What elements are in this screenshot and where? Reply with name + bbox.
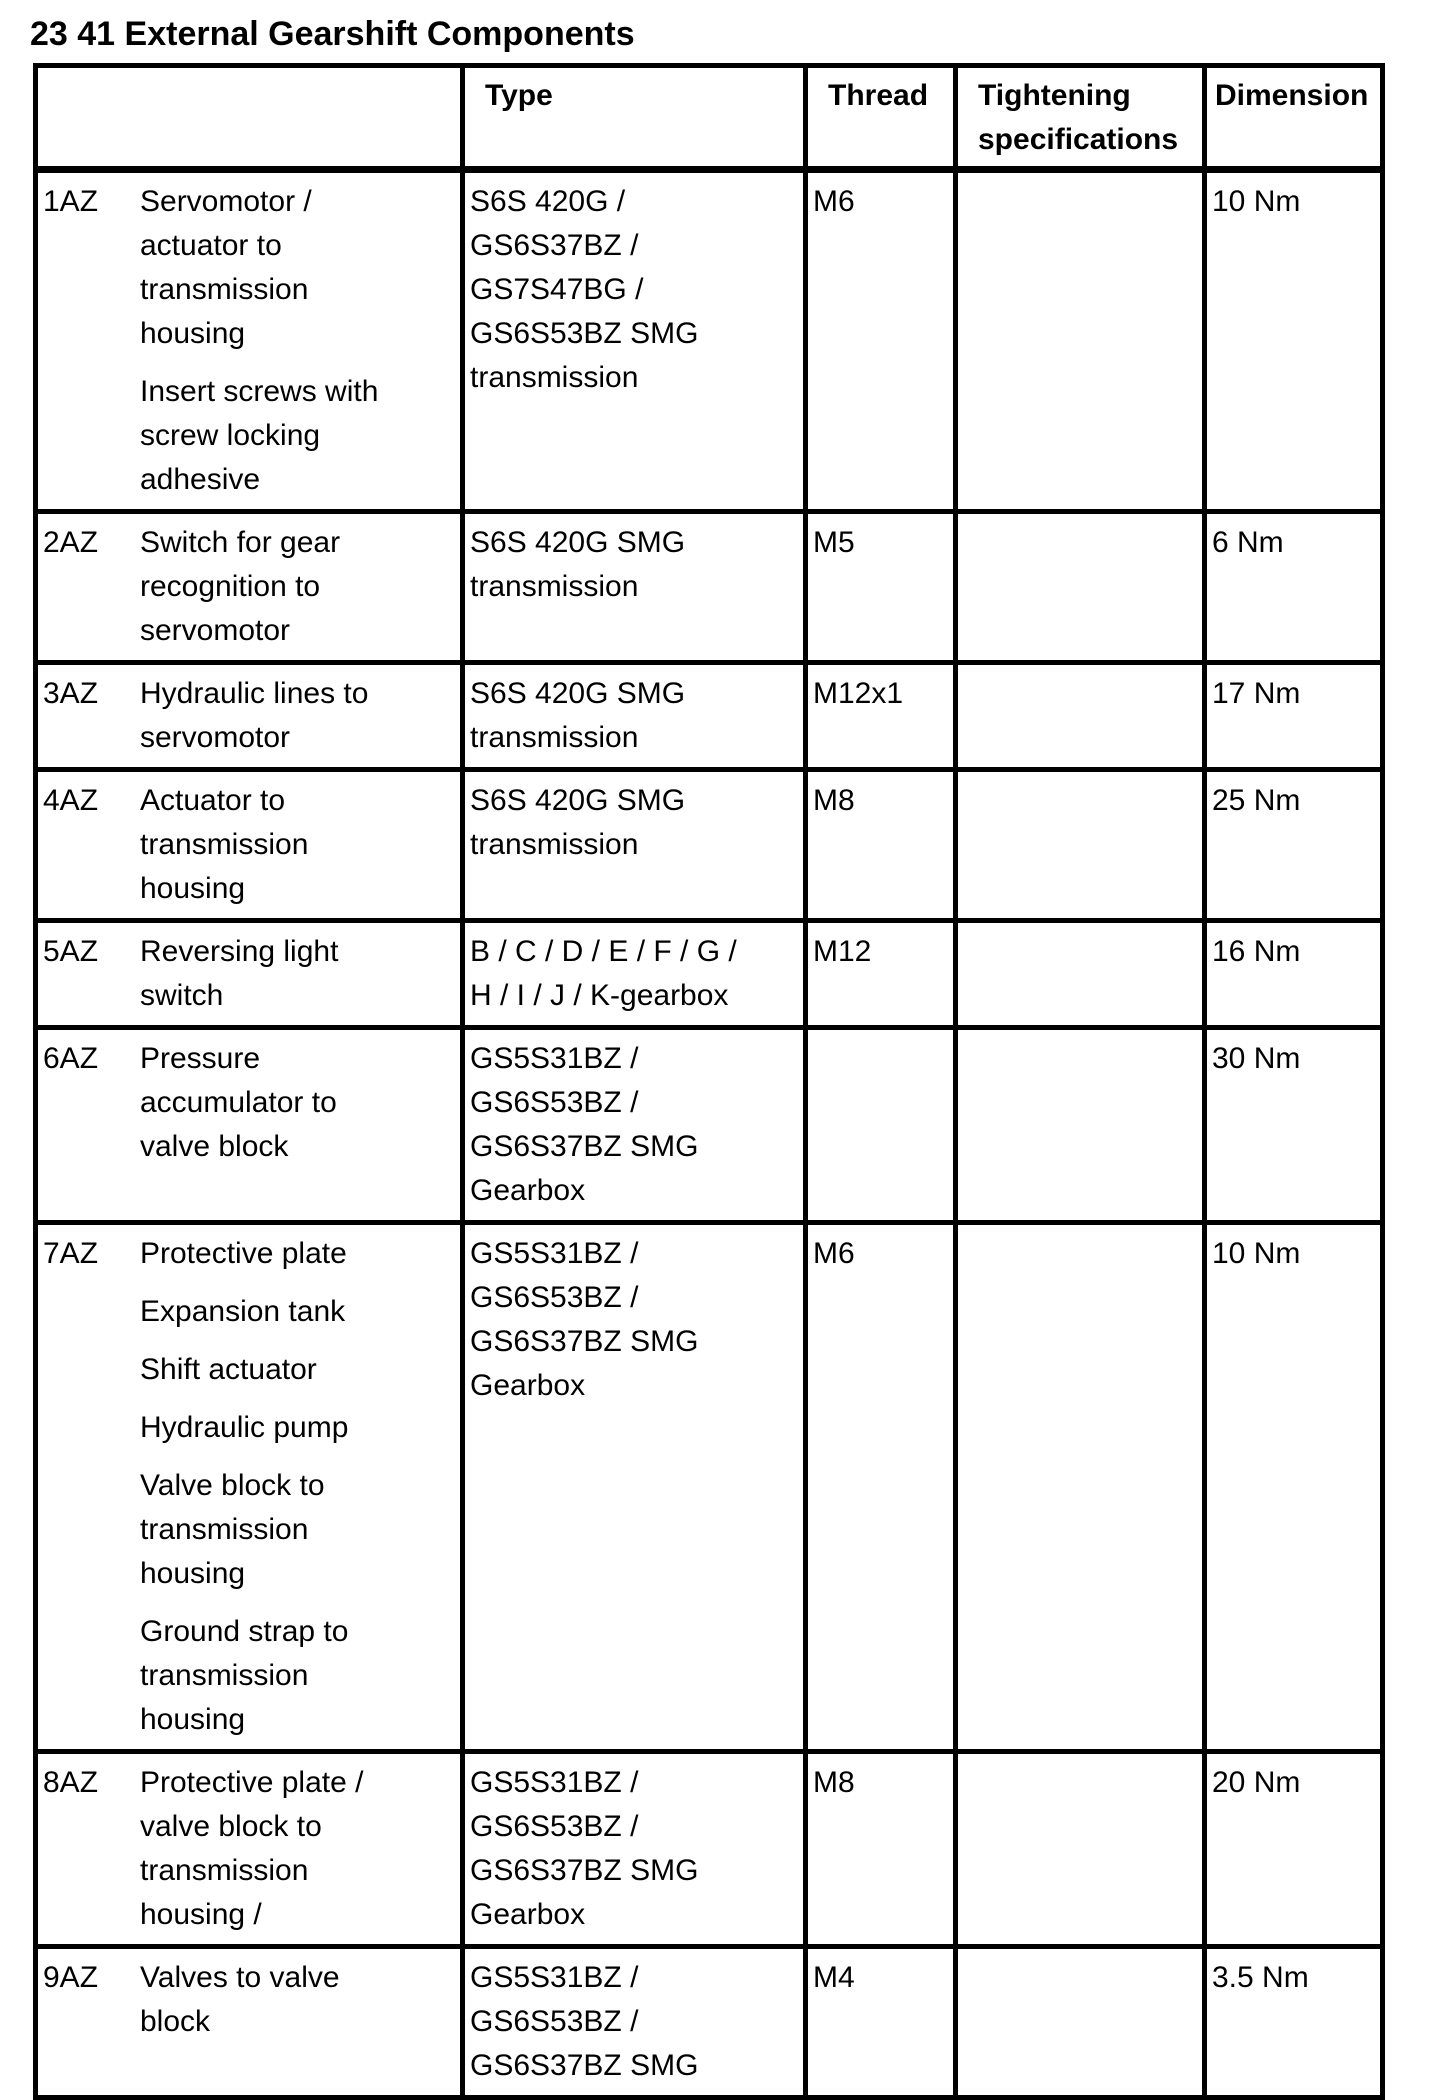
item-description: [140, 180, 456, 502]
text-line: H / I / J / K-gearbox: [470, 979, 729, 1012]
text-line: GS6S53BZ /: [470, 1281, 639, 1314]
type-cell: [463, 1947, 806, 2098]
text-line: transmission: [140, 1513, 309, 1546]
text-line: adhesive: [140, 463, 261, 496]
text-line: Valve block to: [140, 1469, 325, 1502]
text-line: GS6S37BZ SMG: [470, 1325, 699, 1358]
text-line: housing /: [140, 1898, 262, 1931]
header-item: [36, 66, 463, 170]
description-paragraph: [140, 370, 456, 502]
text-line: GS5S31BZ /: [470, 1766, 639, 1799]
thread-cell: M6: [806, 170, 956, 512]
item-id: 4AZ: [43, 784, 99, 817]
item-cell: [36, 663, 463, 770]
thread-cell: M4: [806, 1947, 956, 2098]
description-paragraph: [140, 930, 456, 1018]
item-layout: [43, 1956, 456, 2044]
text-line: Shift actuator: [140, 1353, 317, 1386]
text-line: valve block: [140, 1130, 289, 1163]
item-description: [140, 1956, 456, 2044]
text-line: GS6S37BZ SMG: [470, 1854, 699, 1887]
text-line: block: [140, 2005, 211, 2038]
tightening-cell: [956, 170, 1205, 512]
document-page: [0, 14, 1456, 2082]
item-cell: [36, 512, 463, 663]
table-row: [36, 921, 1383, 1028]
item-id: 3AZ: [43, 677, 99, 710]
item-id: 8AZ: [43, 1766, 99, 1799]
header-thread: Thread: [806, 66, 956, 170]
text-line: transmission: [140, 273, 309, 306]
text-line: Expansion tank: [140, 1295, 346, 1328]
header-type: Type: [463, 66, 806, 170]
item-id: 2AZ: [43, 526, 99, 559]
header-row: [36, 66, 1383, 170]
description-paragraph: [140, 1290, 456, 1334]
item-description: [140, 672, 456, 760]
header-dimension: Dimension: [1205, 66, 1383, 170]
text-line: GS5S31BZ /: [470, 1961, 639, 1994]
description-paragraph: [140, 1610, 456, 1742]
text-line: recognition to: [140, 570, 321, 603]
description-paragraph: [140, 1956, 456, 2044]
type-cell: [463, 170, 806, 512]
dimension-cell: 10 Nm: [1205, 1223, 1383, 1752]
item-cell: [36, 770, 463, 921]
tightening-cell: [956, 1947, 1205, 2098]
tightening-cell: [956, 921, 1205, 1028]
item-layout: [43, 180, 456, 502]
text-line: valve block to: [140, 1810, 322, 1843]
text-line: Reversing light: [140, 935, 339, 968]
item-layout: [43, 930, 456, 1018]
text-line: Gearbox: [470, 1174, 586, 1207]
text-line: S6S 420G SMG: [470, 677, 686, 710]
text-line: accumulator to: [140, 1086, 337, 1119]
text-line: Insert screws with: [140, 375, 379, 408]
components-table: [33, 63, 1385, 2100]
dimension-cell: 17 Nm: [1205, 663, 1383, 770]
text-line: GS6S37BZ SMG: [470, 2049, 699, 2082]
table-row: [36, 1223, 1383, 1752]
text-line: Gearbox: [470, 1898, 586, 1931]
thread-cell: M5: [806, 512, 956, 663]
item-layout: [43, 1232, 456, 1742]
text-line: transmission: [140, 828, 309, 861]
text-line: housing: [140, 872, 246, 905]
tightening-cell: [956, 663, 1205, 770]
dimension-cell: 25 Nm: [1205, 770, 1383, 921]
item-cell: [36, 921, 463, 1028]
table-body: [36, 170, 1383, 2098]
text-line: servomotor: [140, 614, 291, 647]
text-line: Hydraulic lines to: [140, 677, 369, 710]
thread-cell: M12: [806, 921, 956, 1028]
item-layout: [43, 521, 456, 653]
tightening-cell: [956, 1752, 1205, 1947]
description-paragraph: [140, 1348, 456, 1392]
text-line: Gearbox: [470, 1369, 586, 1402]
text-line: transmission: [140, 1854, 309, 1887]
text-line: Switch for gear: [140, 526, 341, 559]
text-line: GS7S47BG /: [470, 273, 644, 306]
item-id: 7AZ: [43, 1237, 99, 1270]
text-line: GS6S37BZ /: [470, 229, 639, 262]
text-line: housing: [140, 1703, 246, 1736]
item-id: 6AZ: [43, 1042, 99, 1075]
text-line: housing: [140, 317, 246, 350]
text-line: Pressure: [140, 1042, 261, 1075]
text-line: GS6S53BZ /: [470, 2005, 639, 2038]
text-line: S6S 420G SMG: [470, 526, 686, 559]
table-row: [36, 1947, 1383, 2098]
description-paragraph: [140, 672, 456, 760]
text-line: GS6S53BZ /: [470, 1086, 639, 1119]
description-paragraph: [140, 779, 456, 911]
text-line: switch: [140, 979, 224, 1012]
text-line: B / C / D / E / F / G /: [470, 935, 737, 968]
table-row: [36, 512, 1383, 663]
text-line: housing: [140, 1557, 246, 1590]
tightening-cell: [956, 512, 1205, 663]
description-paragraph: [140, 1232, 456, 1276]
text-line: Actuator to: [140, 784, 286, 817]
dimension-cell: 16 Nm: [1205, 921, 1383, 1028]
dimension-cell: 30 Nm: [1205, 1028, 1383, 1223]
item-layout: [43, 1761, 456, 1937]
text-line: Protective plate /: [140, 1766, 364, 1799]
item-layout: [43, 672, 456, 760]
item-cell: [36, 170, 463, 512]
text-line: Ground strap to: [140, 1615, 349, 1648]
text-line: GS5S31BZ /: [470, 1042, 639, 1075]
text-line: transmission: [470, 570, 639, 603]
description-paragraph: [140, 180, 456, 356]
item-description: [140, 930, 456, 1018]
item-description: [140, 521, 456, 653]
description-paragraph: [140, 1761, 456, 1937]
item-id: 9AZ: [43, 1961, 99, 1994]
item-id: 5AZ: [43, 935, 99, 968]
text-line: Protective plate: [140, 1237, 347, 1270]
type-cell: [463, 1028, 806, 1223]
dimension-cell: 20 Nm: [1205, 1752, 1383, 1947]
dimension-cell: 6 Nm: [1205, 512, 1383, 663]
text-line: transmission: [470, 361, 639, 394]
table-row: [36, 170, 1383, 512]
text-line: S6S 420G SMG: [470, 784, 686, 817]
thread-cell: M12x1: [806, 663, 956, 770]
text-line: Servomotor /: [140, 185, 312, 218]
item-layout: [43, 779, 456, 911]
item-layout: [43, 1037, 456, 1169]
header-tightening-specifications: Tightening specifications: [956, 66, 1205, 170]
item-cell: [36, 1028, 463, 1223]
text-line: transmission: [140, 1659, 309, 1692]
item-description: [140, 779, 456, 911]
thread-cell: M6: [806, 1223, 956, 1752]
thread-cell: M8: [806, 770, 956, 921]
type-cell: [463, 512, 806, 663]
item-cell: [36, 1223, 463, 1752]
item-description: [140, 1037, 456, 1169]
item-cell: [36, 1947, 463, 2098]
item-id: 1AZ: [43, 185, 99, 218]
item-description: [140, 1232, 456, 1742]
text-line: GS6S53BZ SMG: [470, 317, 699, 350]
dimension-cell: 3.5 Nm: [1205, 1947, 1383, 2098]
tightening-cell: [956, 1028, 1205, 1223]
text-line: GS6S53BZ /: [470, 1810, 639, 1843]
text-line: transmission: [470, 828, 639, 861]
type-cell: [463, 663, 806, 770]
description-paragraph: [140, 1406, 456, 1450]
description-paragraph: [140, 1464, 456, 1596]
page-title: 23 41 External Gearshift Components: [30, 15, 635, 53]
dimension-cell: 10 Nm: [1205, 170, 1383, 512]
text-line: servomotor: [140, 721, 291, 754]
item-cell: [36, 1752, 463, 1947]
text-line: actuator to: [140, 229, 282, 262]
text-line: GS6S37BZ SMG: [470, 1130, 699, 1163]
type-cell: [463, 770, 806, 921]
text-line: transmission: [470, 721, 639, 754]
tightening-cell: [956, 770, 1205, 921]
text-line: Valves to valve: [140, 1961, 340, 1994]
table-row: [36, 1028, 1383, 1223]
text-line: screw locking: [140, 419, 321, 452]
item-description: [140, 1761, 456, 1937]
type-cell: [463, 921, 806, 1028]
thread-cell: [806, 1028, 956, 1223]
text-line: Hydraulic pump: [140, 1411, 349, 1444]
table-row: [36, 770, 1383, 921]
thread-cell: M8: [806, 1752, 956, 1947]
text-line: S6S 420G /: [470, 185, 626, 218]
description-paragraph: [140, 1037, 456, 1169]
text-line: GS5S31BZ /: [470, 1237, 639, 1270]
description-paragraph: [140, 521, 456, 653]
type-cell: [463, 1752, 806, 1947]
table-row: [36, 663, 1383, 770]
tightening-cell: [956, 1223, 1205, 1752]
table-row: [36, 1752, 1383, 1947]
type-cell: [463, 1223, 806, 1752]
